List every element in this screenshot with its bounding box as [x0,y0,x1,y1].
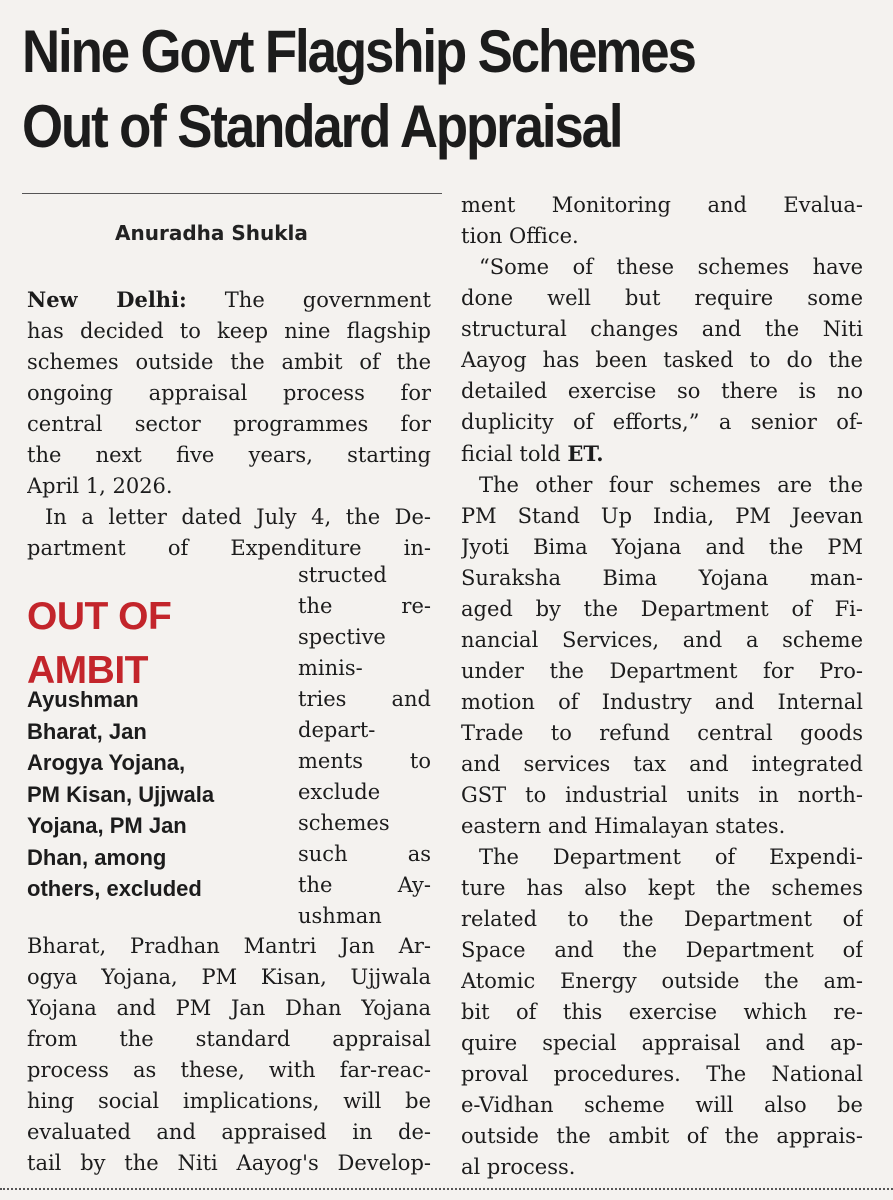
text-line: the next five years, starting [27,443,431,467]
text-line: ture has also kept the schemes [461,876,863,900]
text-line: exclude [298,780,381,804]
kicker-line-2: AMBIT [27,649,148,692]
text-line: New Delhi: The government [27,287,431,312]
text-line: outside the ambit of the apprais- [461,1124,863,1148]
text-line: tail by the Niti Aayog's Develop- [27,1151,431,1175]
text-line: ments to [298,749,431,773]
text-line: done well but require some [461,286,863,310]
text-line: In a letter dated July 4, the De- [45,505,431,529]
headline-line-1: Nine Govt Flagship Schemes [22,18,695,85]
text-line: Jyoti Bima Yojana and the PM [461,535,863,559]
text-line: eastern and Himalayan states. [461,814,786,838]
text-line: ogya Yojana, PM Kisan, Ujjwala [27,965,431,989]
text-line: Space and the Department of [461,938,863,962]
text-line: motion of Industry and Internal [461,690,863,714]
text-line: depart- [298,718,376,742]
text-line: duplicity of efforts,” a senior of- [461,410,863,434]
text-line: ongoing appraisal process for [27,381,431,405]
text-line: structural changes and the Niti [461,317,863,341]
text-line: partment of Expenditure in- [27,536,431,560]
text-line: The Department of Expendi- [479,845,863,869]
text-line: Trade to refund central goods [461,721,863,745]
text-line: proval procedures. The National [461,1062,863,1086]
kicker-summary [27,684,287,905]
text-line: The other four schemes are the [479,473,863,497]
article-column-1-bottom [27,931,431,1179]
text-line: minis- [298,656,363,680]
text-line: e-Vidhan scheme will also be [461,1093,863,1117]
text-line: and services tax and integrated [461,752,863,776]
text-line: quire special appraisal and ap- [461,1031,863,1055]
text-line: Suraksha Bima Yojana man- [461,566,863,590]
text-line: “Some of these schemes have [479,255,863,279]
text-line: Aayog has been tasked to do the [461,348,863,372]
byline: Anuradha Shukla [115,221,308,245]
article-column-1-wrap [298,560,431,932]
text-line: bit of this exercise which re- [461,1000,863,1024]
dateline: New Delhi: [27,287,187,312]
kicker-summary-line: Yojana, PM Jan [27,813,187,838]
text-line: Atomic Energy outside the am- [461,969,863,993]
headline [22,14,779,164]
kicker-summary-line: others, excluded [27,876,202,901]
text-line: spective [298,625,386,649]
text-line: Bharat, Pradhan Mantri Jan Ar- [27,934,431,958]
text-line: process as these, with far-reac- [27,1058,431,1082]
text-line: GST to industrial units in north- [461,783,863,807]
kicker-summary-line: Arogya Yojana, [27,750,186,775]
kicker-summary-line: Bharat, Jan [27,718,147,744]
text-line: Yojana and PM Jan Dhan Yojana [27,996,431,1020]
kicker-summary-line: PM Kisan, Ujjwala [27,781,215,807]
page-border-dotted [0,1188,893,1190]
headline-line-2: Out of Standard Appraisal [22,93,622,160]
text-line: ficial told ET. [461,441,604,466]
text-line: evaluated and appraised in de- [27,1120,431,1144]
text-line: schemes outside the ambit of the [27,350,431,374]
text-line: nancial Services, and a scheme [461,628,863,652]
text-line: April 1, 2026. [27,474,173,498]
kicker-summary-line: Dhan, among [27,844,167,870]
text-line: detailed exercise so there is no [461,379,863,403]
kicker-title [27,590,287,698]
text-line: related to the Department of [461,907,863,931]
text-line: al process. [461,1155,576,1179]
text-line: ushman [298,904,382,928]
text-line: aged by the Department of Fi- [461,597,863,621]
text-line: under the Department for Pro- [461,659,863,683]
text-line: hing social implications, will be [27,1089,431,1113]
article-column-2 [461,190,863,1183]
text-line: schemes [298,811,390,835]
text-line: PM Stand Up India, PM Jeevan [461,504,863,528]
text-line: the re- [298,594,431,618]
text-line: from the standard appraisal [27,1027,431,1051]
kicker-line-1: OUT OF [27,595,172,638]
source-tag: ET. [567,441,604,466]
text-line: the Ay- [298,873,431,897]
article-column-1 [27,284,431,564]
text-line: tion Office. [461,224,579,248]
text-line: tries and [298,687,431,711]
text-line: such as [298,842,431,866]
headline-rule [22,193,442,194]
text-line: has decided to keep nine flagship [27,319,431,343]
kicker-summary-line: Ayushman [27,687,139,712]
text-line: ment Monitoring and Evalua- [461,193,863,217]
text-line: central sector programmes for [27,412,431,436]
text-line: structed [298,563,387,587]
